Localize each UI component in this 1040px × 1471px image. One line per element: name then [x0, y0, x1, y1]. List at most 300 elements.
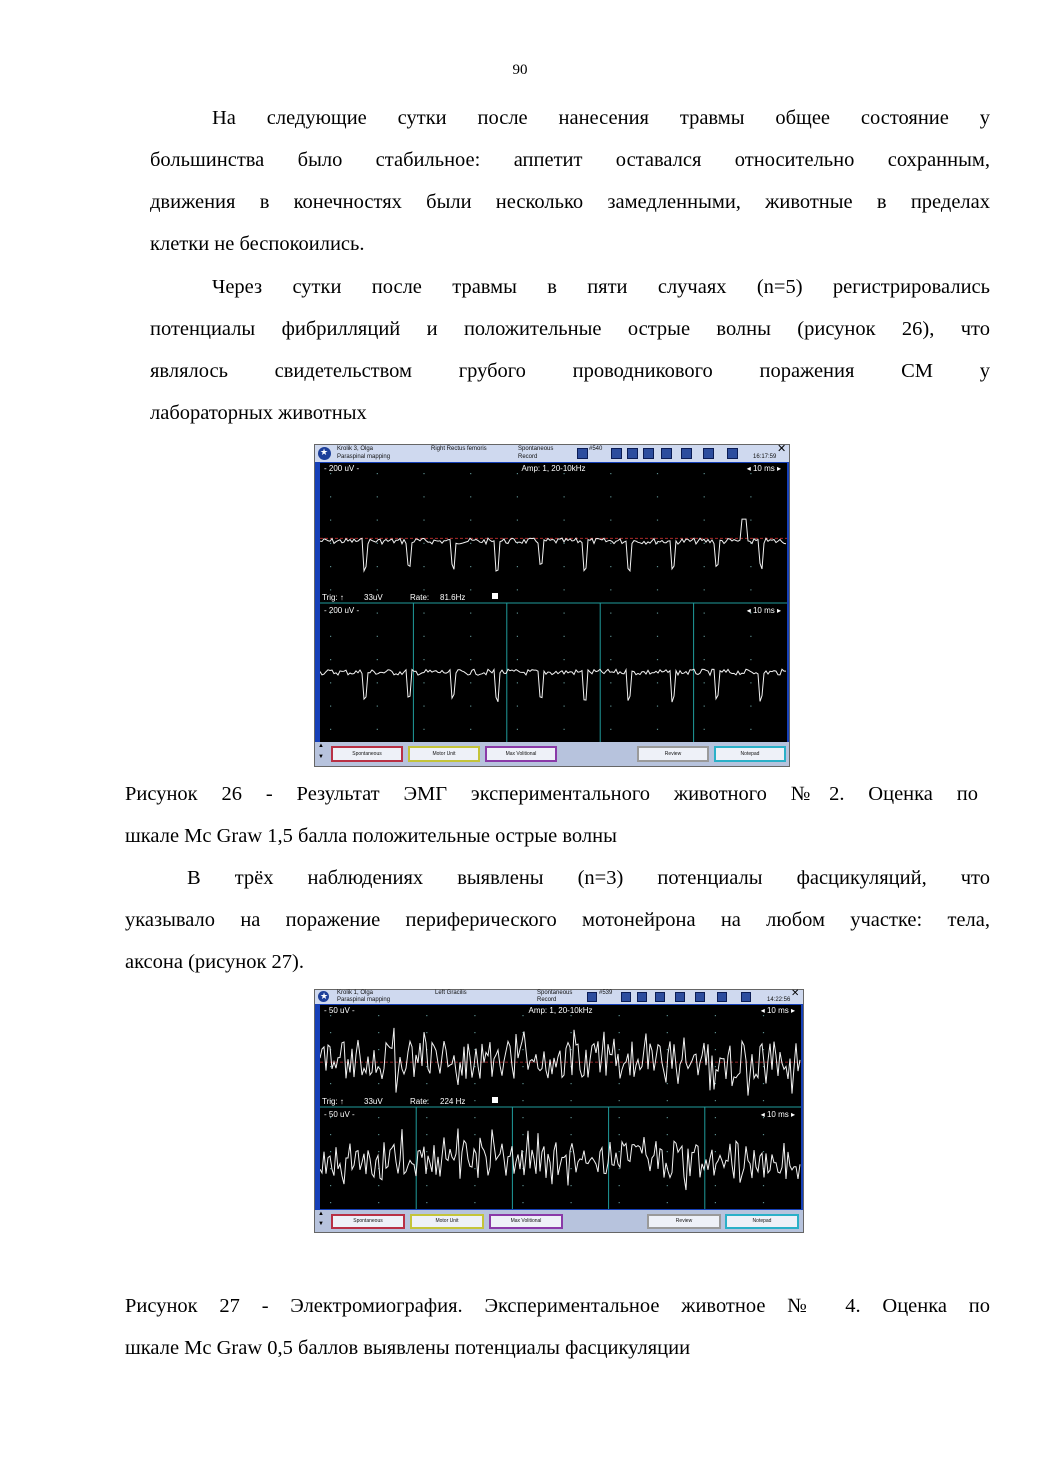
grid-dot — [715, 1151, 716, 1152]
grid-dot — [522, 1134, 523, 1135]
grid-dot — [619, 1100, 620, 1101]
grid-dot — [522, 1049, 523, 1050]
grid-dot — [619, 1049, 620, 1050]
grid-dot — [522, 1066, 523, 1067]
chart-icon[interactable] — [675, 992, 685, 1002]
scale-label-bottom: - 50 uV - — [324, 1110, 355, 1119]
close-icon[interactable]: ✕ — [791, 988, 800, 999]
grid-dot — [470, 729, 471, 730]
print-icon[interactable] — [621, 992, 631, 1002]
emg-button-bar — [315, 1210, 803, 1232]
grid-dot — [610, 496, 611, 497]
settings-icon[interactable] — [717, 992, 727, 1002]
grid-dot — [564, 636, 565, 637]
text-line: На следующие сутки после нанесения травмы общее состояние у — [212, 107, 990, 129]
scale-label-top: - 200 uV - — [324, 464, 360, 473]
grid-dot — [474, 1134, 475, 1135]
grid-dot — [474, 1117, 475, 1118]
grid-dot — [423, 729, 424, 730]
text-line: являлось свидетельством грубого проводникового поражения СМ у — [150, 360, 990, 382]
grid-dot — [426, 1066, 427, 1067]
grid-dot — [564, 520, 565, 521]
grid-dot — [522, 1202, 523, 1203]
grid-dot — [423, 636, 424, 637]
grid-dot — [657, 636, 658, 637]
grid-dot — [564, 659, 565, 660]
grid-dot — [750, 589, 751, 590]
text-line: большинства было стабильное: аппетит оставался относительно сохранным, — [150, 149, 990, 171]
text-line: лабораторных животных — [150, 402, 367, 424]
spontaneous-button[interactable]: Spontaneous — [331, 746, 403, 762]
test-name: Paraspinal mapping — [337, 997, 391, 1003]
grid-dot — [667, 1134, 668, 1135]
grid-dot — [474, 1015, 475, 1016]
trig-label: Trig: ↑ — [322, 1097, 344, 1106]
grid-dot — [704, 636, 705, 637]
emg-figure-26 — [314, 444, 790, 767]
grid-dot — [378, 1083, 379, 1084]
grid-dot — [610, 566, 611, 567]
grid-dot — [426, 1202, 427, 1203]
grid-dot — [763, 1100, 764, 1101]
grid-dot — [377, 543, 378, 544]
grid-dot — [377, 496, 378, 497]
grid-dot — [564, 473, 565, 474]
grid-dot — [619, 1032, 620, 1033]
grid-dot — [715, 1185, 716, 1186]
grid-dot — [426, 1134, 427, 1135]
print-icon[interactable] — [611, 448, 622, 459]
grid-dot — [470, 473, 471, 474]
grid-dot — [378, 1185, 379, 1186]
grid-dot — [715, 1015, 716, 1016]
grid-dot — [564, 706, 565, 707]
grid-dot — [564, 729, 565, 730]
grid-dot — [610, 543, 611, 544]
paragraph-1 — [150, 97, 990, 265]
patient-name: Krolik 1, Olga — [337, 990, 374, 996]
grid-dot — [470, 520, 471, 521]
grid-dot — [517, 706, 518, 707]
grid-dot — [564, 496, 565, 497]
grid-dot — [704, 496, 705, 497]
grid-dot — [667, 1015, 668, 1016]
grid-dot — [715, 1100, 716, 1101]
grid-dot — [426, 1015, 427, 1016]
grid-dot — [330, 520, 331, 521]
trigger-marker — [492, 593, 498, 599]
grid-dot — [378, 1049, 379, 1050]
scale-label-top: - 50 uV - — [324, 1006, 355, 1015]
max-volitional-button[interactable]: Max Volitional — [485, 746, 557, 762]
grid-dot — [571, 1100, 572, 1101]
grid-dot — [426, 1185, 427, 1186]
file-icon[interactable] — [587, 992, 597, 1002]
app-logo-icon — [318, 447, 331, 460]
chart-icon[interactable] — [661, 448, 672, 459]
grid-dot — [571, 1117, 572, 1118]
grid-dot — [517, 496, 518, 497]
mode-label: Spontaneous — [537, 990, 573, 996]
trig-label: Trig: ↑ — [322, 593, 344, 602]
grid-dot — [704, 543, 705, 544]
scroll-up-icon[interactable]: ▲ — [318, 1211, 324, 1217]
grid-dot — [763, 1134, 764, 1135]
grid-dot — [377, 473, 378, 474]
record-label: Record — [518, 454, 538, 460]
grid-dot — [564, 566, 565, 567]
grid-dot — [470, 543, 471, 544]
text-line: клетки не беспокоились. — [150, 233, 365, 255]
grid-dot — [470, 682, 471, 683]
grid-dot — [423, 520, 424, 521]
grid-dot — [330, 706, 331, 707]
grid-dot — [667, 1083, 668, 1084]
amp-label: Amp: 1, 20-10kHz — [528, 1006, 593, 1015]
muscle-name: Left Gracilis — [435, 990, 467, 996]
emg-button-bar — [315, 742, 789, 766]
channel-label: #540 — [589, 446, 603, 452]
grid-dot — [330, 496, 331, 497]
emg-trace — [320, 1129, 800, 1191]
grid-dot — [619, 1168, 620, 1169]
grid-dot — [522, 1100, 523, 1101]
spontaneous-button[interactable]: Spontaneous — [331, 1214, 405, 1229]
grid-dot — [564, 589, 565, 590]
page-number: 90 — [512, 62, 528, 78]
paragraph-3 — [125, 857, 990, 983]
grid-dot — [571, 1185, 572, 1186]
grid-dot — [378, 1134, 379, 1135]
grid-dot — [330, 729, 331, 730]
grid-dot — [330, 1202, 331, 1203]
grid-dot — [426, 1117, 427, 1118]
grid-dot — [378, 1202, 379, 1203]
grid-dot — [470, 636, 471, 637]
grid-dot — [474, 1202, 475, 1203]
text-line: Через сутки после травмы в пяти случаях (n=5) регистрировались — [212, 276, 990, 298]
text-line: указывало на поражение периферического мотонейрона на любом участке: тела, — [125, 909, 990, 931]
grid-dot — [517, 566, 518, 567]
grid-dot — [610, 659, 611, 660]
grid-dot — [750, 473, 751, 474]
grid-dot — [330, 636, 331, 637]
grid-dot — [750, 566, 751, 567]
grid-dot — [517, 682, 518, 683]
grid-dot — [667, 1117, 668, 1118]
grid-dot — [330, 1015, 331, 1016]
grid-dot — [330, 1168, 331, 1169]
grid-dot — [377, 706, 378, 707]
grid-dot — [750, 636, 751, 637]
close-icon[interactable]: ✕ — [777, 442, 787, 455]
grid-dot — [657, 613, 658, 614]
grid-dot — [330, 1185, 331, 1186]
grid-dot — [610, 589, 611, 590]
patient-name: Krolik 3, Olga — [337, 446, 374, 452]
grid-dot — [474, 1100, 475, 1101]
grid-dot — [657, 496, 658, 497]
caption-line: шкале Mc Graw 0,5 баллов выявлены потенциалы фасцикуляции — [125, 1337, 691, 1359]
grid-dot — [423, 589, 424, 590]
grid-dot — [571, 1134, 572, 1135]
grid-dot — [657, 520, 658, 521]
clock-label: 14:22:56 — [767, 997, 791, 1003]
grid-dot — [750, 706, 751, 707]
app-logo-icon — [318, 991, 329, 1002]
grid-dot — [763, 1032, 764, 1033]
grid-dot — [610, 729, 611, 730]
grid-dot — [564, 543, 565, 544]
grid-dot — [610, 613, 611, 614]
grid-dot — [517, 613, 518, 614]
grid-dot — [330, 473, 331, 474]
text-line: В трёх наблюдениях выявлены (n=3) потенциалы фасцикуляций, что — [187, 867, 990, 889]
grid-dot — [715, 1202, 716, 1203]
grid-dot — [378, 1117, 379, 1118]
grid-dot — [470, 706, 471, 707]
folder-icon[interactable] — [627, 448, 638, 459]
grid-dot — [474, 1049, 475, 1050]
grid-dot — [470, 496, 471, 497]
grid-dot — [474, 1168, 475, 1169]
grid-dot — [377, 636, 378, 637]
grid-dot — [610, 682, 611, 683]
grid-dot — [750, 659, 751, 660]
grid-dot — [657, 729, 658, 730]
grid-dot — [423, 496, 424, 497]
mode-label: Spontaneous — [518, 446, 554, 452]
grid-dot — [522, 1117, 523, 1118]
grid-dot — [470, 613, 471, 614]
notepad-button[interactable]: Notepad — [714, 746, 786, 762]
grid-dot — [517, 473, 518, 474]
grid-dot — [474, 1185, 475, 1186]
grid-dot — [704, 706, 705, 707]
scale-label-bottom: - 200 uV - — [324, 606, 360, 615]
grid-dot — [423, 473, 424, 474]
grid-dot — [750, 520, 751, 521]
grid-dot — [667, 1202, 668, 1203]
grid-dot — [330, 659, 331, 660]
grid-dot — [667, 1032, 668, 1033]
grid-dot — [750, 682, 751, 683]
grid-dot — [619, 1083, 620, 1084]
grid-dot — [330, 682, 331, 683]
grid-dot — [423, 659, 424, 660]
grid-dot — [377, 613, 378, 614]
grid-dot — [378, 1015, 379, 1016]
emg-traces — [320, 463, 787, 742]
trigger-marker — [492, 1097, 498, 1103]
grid-dot — [330, 1134, 331, 1135]
grid-dot — [571, 1015, 572, 1016]
scroll-up-icon[interactable]: ▲ — [318, 743, 324, 749]
emg-screen — [320, 463, 787, 742]
grid-dot — [377, 520, 378, 521]
grid-dot — [610, 706, 611, 707]
notepad-button[interactable]: Notepad — [725, 1214, 799, 1229]
caption-figure-26 — [125, 773, 978, 857]
grid-dot — [517, 636, 518, 637]
rate-value: 81.6Hz — [440, 593, 466, 602]
grid-dot — [377, 682, 378, 683]
amp-label: Amp: 1, 20-10kHz — [521, 464, 586, 473]
grid-dot — [517, 729, 518, 730]
grid-dot — [750, 496, 751, 497]
grid-dot — [378, 1151, 379, 1152]
grid-dot — [564, 682, 565, 683]
paragraph-2 — [150, 266, 990, 434]
grid-dot — [763, 1083, 764, 1084]
max-volitional-button[interactable]: Max Volitional — [489, 1214, 563, 1229]
grid-dot — [763, 1015, 764, 1016]
grid-dot — [426, 1151, 427, 1152]
review-button[interactable]: Review — [647, 1214, 721, 1229]
grid-dot — [619, 1151, 620, 1152]
graph-icon[interactable] — [643, 448, 654, 459]
grid-dot — [517, 520, 518, 521]
emg-traces — [320, 1005, 801, 1209]
grid-dot — [657, 682, 658, 683]
emg-trace — [320, 669, 786, 702]
grid-dot — [517, 543, 518, 544]
grid-dot — [763, 1185, 764, 1186]
grid-dot — [522, 1185, 523, 1186]
grid-dot — [667, 1049, 668, 1050]
folder-icon[interactable] — [637, 992, 647, 1002]
grid-dot — [522, 1015, 523, 1016]
grid-dot — [619, 1202, 620, 1203]
grid-dot — [619, 1117, 620, 1118]
grid-dot — [715, 1049, 716, 1050]
grid-dot — [619, 1185, 620, 1186]
grid-dot — [517, 659, 518, 660]
grid-dot — [763, 1151, 764, 1152]
grid-dot — [330, 1066, 331, 1067]
muscle-name: Right Rectus femoris — [431, 446, 487, 452]
time-label-top: ◂ 10 ms ▸ — [760, 1006, 795, 1015]
grid-dot — [715, 1134, 716, 1135]
trig-value: 33uV — [364, 593, 383, 602]
grid-dot — [704, 613, 705, 614]
grid-dot — [377, 566, 378, 567]
time-label-bottom: ◂ 10 ms ▸ — [746, 606, 781, 615]
grid-dot — [610, 520, 611, 521]
motor-unit-button[interactable]: Motor Unit — [410, 1214, 484, 1229]
grid-dot — [330, 566, 331, 567]
grid-dot — [667, 1151, 668, 1152]
grid-dot — [377, 729, 378, 730]
grid-dot — [423, 566, 424, 567]
grid-dot — [470, 659, 471, 660]
grid-dot — [619, 1134, 620, 1135]
grid-dot — [704, 520, 705, 521]
file-icon[interactable] — [577, 448, 588, 459]
grid-dot — [564, 613, 565, 614]
grid-dot — [423, 543, 424, 544]
grid-dot — [704, 729, 705, 730]
grid-dot — [426, 1032, 427, 1033]
grid-dot — [657, 659, 658, 660]
grid-dot — [619, 1015, 620, 1016]
caption-line: шкале Mc Graw 1,5 балла положительные острые волны — [125, 825, 617, 847]
grid-dot — [667, 1185, 668, 1186]
grid-dot — [667, 1100, 668, 1101]
grid-dot — [474, 1032, 475, 1033]
caption-line: Рисунок 26 - Результат ЭМГ экспериментального животного №2. Оценка по — [125, 783, 978, 805]
grid-dot — [704, 682, 705, 683]
emg-titlebar — [315, 990, 803, 1004]
grid-dot — [704, 473, 705, 474]
tools-icon[interactable] — [741, 992, 751, 1002]
emg-titlebar — [315, 442, 789, 462]
graph-icon[interactable] — [655, 992, 665, 1002]
grid-dot — [657, 706, 658, 707]
caption-line: Рисунок 27 - Электромиография. Экспериментальное животное № 4. Оценка по — [125, 1295, 990, 1317]
grid-dot — [571, 1168, 572, 1169]
motor-unit-button[interactable]: Motor Unit — [408, 746, 480, 762]
clock-label: 16:17:59 — [753, 454, 777, 460]
grid-dot — [377, 659, 378, 660]
review-button[interactable]: Review — [637, 746, 709, 762]
grid-dot — [715, 1066, 716, 1067]
rate-label: Rate: — [410, 1097, 430, 1106]
grid-dot — [715, 1032, 716, 1033]
grid-dot — [571, 1151, 572, 1152]
grid-dot — [330, 1151, 331, 1152]
grid-dot — [657, 589, 658, 590]
grid-dot — [657, 473, 658, 474]
grid-dot — [704, 589, 705, 590]
grid-dot — [423, 682, 424, 683]
grid-dot — [571, 1032, 572, 1033]
grid-dot — [474, 1083, 475, 1084]
scroll-down-icon[interactable]: ▼ — [318, 1221, 324, 1227]
page-icon[interactable] — [695, 992, 705, 1002]
text-line: потенциалы фибрилляций и положительные острые волны (рисунок 26), что — [150, 318, 990, 340]
record-label: Record — [537, 997, 557, 1003]
grid-dot — [378, 1032, 379, 1033]
grid-dot — [377, 589, 378, 590]
settings-icon[interactable] — [703, 448, 714, 459]
test-name: Paraspinal mapping — [337, 454, 391, 460]
grid-dot — [470, 566, 471, 567]
text-line: аксона (рисунок 27). — [125, 951, 304, 973]
time-label-top: ◂ 10 ms ▸ — [746, 464, 781, 473]
grid-dot — [426, 1083, 427, 1084]
grid-dot — [715, 1117, 716, 1118]
rate-label: Rate: — [410, 593, 430, 602]
grid-dot — [330, 543, 331, 544]
scroll-down-icon[interactable]: ▼ — [318, 754, 324, 760]
caption-figure-27 — [125, 1285, 990, 1369]
grid-dot — [423, 706, 424, 707]
grid-dot — [330, 1083, 331, 1084]
rate-value: 224 Hz — [440, 1097, 466, 1106]
grid-dot — [704, 659, 705, 660]
grid-dot — [763, 1202, 764, 1203]
channel-label: #539 — [599, 990, 613, 996]
emg-trace — [320, 519, 786, 571]
grid-dot — [522, 1083, 523, 1084]
tools-icon[interactable] — [727, 448, 738, 459]
emg-figure-27 — [314, 989, 804, 1233]
grid-dot — [571, 1083, 572, 1084]
page-icon[interactable] — [681, 448, 692, 459]
grid-dot — [610, 636, 611, 637]
grid-dot — [423, 613, 424, 614]
